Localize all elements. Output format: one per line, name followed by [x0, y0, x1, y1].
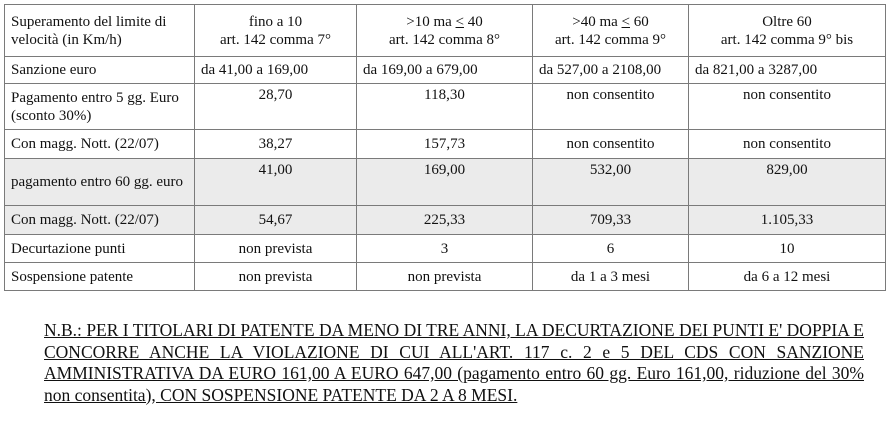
table-cell: non prevista: [357, 263, 533, 291]
header-line: [539, 13, 682, 31]
header-line: art. 142 comma 8°: [389, 31, 500, 48]
table-cell: 10: [689, 235, 886, 263]
header-range-end: 60: [630, 13, 649, 30]
table-cell: non consentito: [533, 84, 689, 130]
header-range-start: >10 ma: [406, 13, 456, 30]
row-label: Con magg. Nott. (22/07): [5, 130, 195, 159]
table-cell: 54,67: [195, 206, 357, 235]
header-line: Superamento del limite di: [11, 13, 167, 30]
header-speed-limit: [5, 5, 195, 57]
table-cell: da 821,00 a 3287,00: [689, 57, 886, 84]
table-cell: da 169,00 a 679,00: [357, 57, 533, 84]
table-header-row: [5, 5, 886, 57]
header-line: velocità (in Km/h): [11, 31, 122, 48]
row-label: Decurtazione punti: [5, 235, 195, 263]
header-range-end: 40: [464, 13, 483, 30]
header-line: [363, 13, 526, 31]
header-line: Oltre 60: [762, 13, 812, 30]
row-label: Sanzione euro: [5, 57, 195, 84]
header-40-to-60: [533, 5, 689, 57]
table-row: [5, 206, 886, 235]
table-row: [5, 57, 886, 84]
table-cell: 118,30: [357, 84, 533, 130]
table-row: [5, 159, 886, 206]
table-cell: 3: [357, 235, 533, 263]
speeding-fines-table: [4, 4, 886, 291]
footnote-note: N.B.: PER I TITOLARI DI PATENTE DA MENO DI TRE ANNI, LA DECURTAZIONE DEI PUNTI E' DOPPIA E CONCORRE ANCHE LA VIOLAZIONE DI CUI ALL'ART. 117 c. 2 e 5 DEL CDS CON SANZIONE AMMINISTRATIVA DA EURO 161,00 A EURO 647,00 (pagamento entro 60 gg. Euro 161,00, riduzione del 30% non consentita), CON SOSPENSIONE PATENTE DA 2 A 8 MESI.: [44, 320, 864, 405]
row-label: Con magg. Nott. (22/07): [5, 206, 195, 235]
table-row: [5, 263, 886, 291]
table-cell: da 6 a 12 mesi: [689, 263, 886, 291]
header-10-to-40: [357, 5, 533, 57]
table-cell: 28,70: [195, 84, 357, 130]
header-line: art. 142 comma 9° bis: [720, 31, 854, 48]
table-cell: da 527,00 a 2108,00: [533, 57, 689, 84]
table-row: [5, 235, 886, 263]
header-range-symbol: <: [455, 13, 464, 30]
table-cell: non consentito: [689, 84, 886, 130]
header-line: art. 142 comma 9°: [555, 31, 666, 48]
table-cell: 169,00: [357, 159, 533, 206]
table-cell: 157,73: [357, 130, 533, 159]
table-cell: 532,00: [533, 159, 689, 206]
row-label: pagamento entro 60 gg. euro: [5, 159, 195, 206]
header-line: fino a 10: [248, 13, 303, 30]
table-row: [5, 130, 886, 159]
header-range-start: >40 ma: [572, 13, 622, 30]
row-label: Sospensione patente: [5, 263, 195, 291]
table-cell: da 41,00 a 169,00: [195, 57, 357, 84]
table-cell: non consentito: [689, 130, 886, 159]
header-over-60: [689, 5, 886, 57]
table-cell: 709,33: [533, 206, 689, 235]
table-cell: 225,33: [357, 206, 533, 235]
row-label: Pagamento entro 5 gg. Euro (sconto 30%): [5, 84, 195, 130]
table-cell: non consentito: [533, 130, 689, 159]
table-cell: 38,27: [195, 130, 357, 159]
table-cell: non prevista: [195, 263, 357, 291]
table-cell: 41,00: [195, 159, 357, 206]
header-line: art. 142 comma 7°: [220, 31, 331, 48]
table-cell: 1.105,33: [689, 206, 886, 235]
table-cell: 829,00: [689, 159, 886, 206]
header-up-to-10: [195, 5, 357, 57]
header-range-symbol: <: [621, 13, 630, 30]
table-cell: 6: [533, 235, 689, 263]
table-cell: non prevista: [195, 235, 357, 263]
table-cell: da 1 a 3 mesi: [533, 263, 689, 291]
table-row: [5, 84, 886, 130]
